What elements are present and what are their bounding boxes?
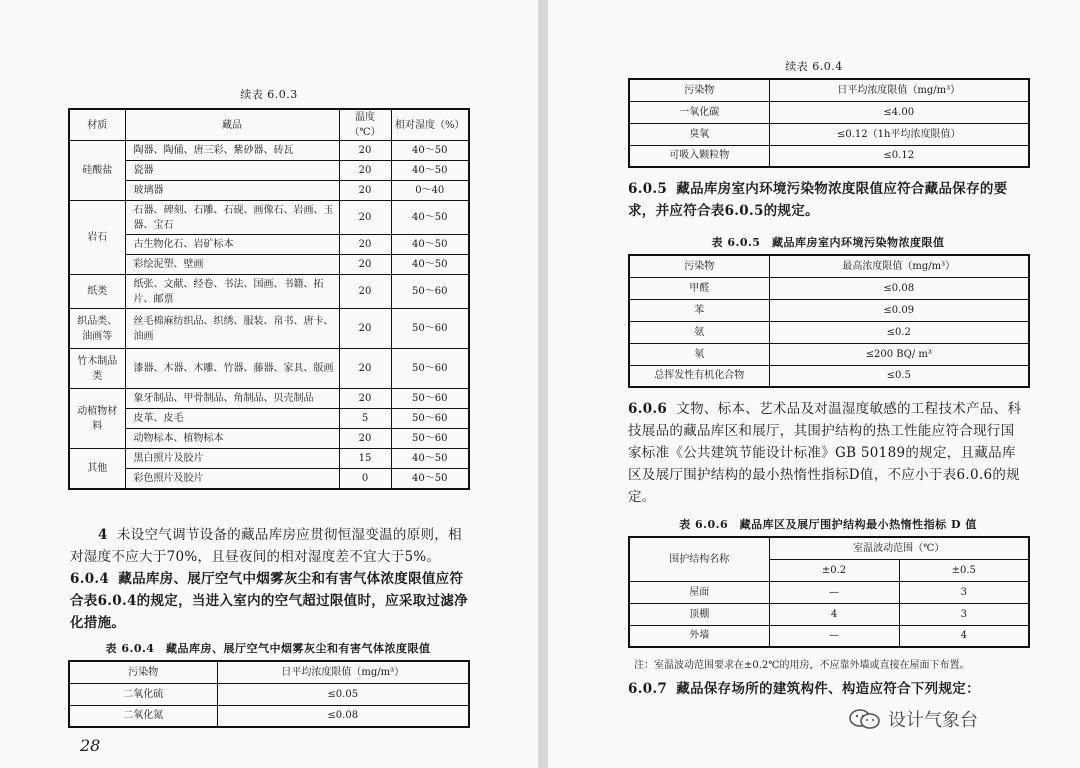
- table-row: [69, 161, 469, 181]
- value-cell: 4: [769, 603, 899, 625]
- temp-cell: 0: [339, 469, 391, 489]
- table-603: [68, 108, 470, 490]
- table-605: [628, 254, 1030, 388]
- material-cell: 纸类: [69, 275, 125, 309]
- table-row: [629, 321, 1029, 343]
- header-temp: 温度（℃）: [339, 109, 391, 141]
- structure-cell: 外墙: [629, 625, 769, 647]
- table-row: [69, 255, 469, 275]
- table-row: [69, 449, 469, 469]
- temp-cell: 20: [339, 389, 391, 409]
- material-cell: 动植物材料: [69, 389, 125, 449]
- pollutant-cell: 甲醛: [629, 277, 769, 299]
- rh-cell: 40～50: [391, 201, 469, 235]
- header-pollutant: 污染物: [629, 255, 769, 277]
- temp-cell: 20: [339, 429, 391, 449]
- item-cell: 纸张、文献、经卷、书法、国画、书籍、拓片、邮票: [125, 275, 339, 309]
- temp-cell: 20: [339, 349, 391, 389]
- header-item: 藏品: [125, 109, 339, 141]
- value-cell: —: [769, 581, 899, 603]
- material-cell: 岩石: [69, 201, 125, 275]
- table-606: [628, 536, 1030, 648]
- pollutant-cell: 氡: [629, 343, 769, 365]
- table-604-cont-header-row: [629, 79, 1029, 101]
- table-row: [69, 389, 469, 409]
- item-cell: 动物标本、植物标本: [125, 429, 339, 449]
- header-structure: 围护结构名称: [629, 537, 769, 581]
- header-max-limit: 最高浓度限值（mg/m³）: [769, 255, 1029, 277]
- value-cell: 3: [899, 603, 1029, 625]
- structure-cell: 屋面: [629, 581, 769, 603]
- temp-cell: 20: [339, 255, 391, 275]
- pollutant-cell: 二氧化氮: [69, 705, 217, 727]
- table-row: [69, 683, 469, 705]
- header-pm-0-2: ±0.2: [769, 559, 899, 581]
- table-row: [69, 429, 469, 449]
- material-cell: 织品类、油画等: [69, 309, 125, 349]
- limit-cell: ≤0.08: [217, 705, 469, 727]
- temp-cell: 5: [339, 409, 391, 429]
- header-rh: 相对湿度（%）: [391, 109, 469, 141]
- limit-cell: ≤0.2: [769, 321, 1029, 343]
- item-cell: 陶器、陶俑、唐三彩、紫砂器、砖瓦: [125, 141, 339, 161]
- temp-cell: 20: [339, 201, 391, 235]
- table-row: [69, 349, 469, 389]
- table-603-header-row: [69, 109, 469, 141]
- table-row: [69, 469, 469, 489]
- limit-cell: ≤0.05: [217, 683, 469, 705]
- table-row: [629, 581, 1029, 603]
- rh-cell: 50～60: [391, 409, 469, 429]
- caption-table-603: 续表 6.0.3: [240, 88, 298, 101]
- rh-cell: 40～50: [391, 469, 469, 489]
- header-limit: 日平均浓度限值（mg/m³）: [769, 79, 1029, 101]
- material-cell: 竹木制品类: [69, 349, 125, 389]
- item-cell: 玻璃器: [125, 181, 339, 201]
- header-pm-0-5: ±0.5: [899, 559, 1029, 581]
- table-row: [629, 123, 1029, 145]
- pollutant-cell: 总挥发性有机化合物: [629, 365, 769, 387]
- rh-cell: 50～60: [391, 309, 469, 349]
- caption-table-604-cont: 续表 6.0.4: [785, 60, 843, 73]
- table-row: [629, 343, 1029, 365]
- watermark-text: 设计气象台: [888, 710, 978, 731]
- item-cell: 黑白照片及胶片: [125, 449, 339, 469]
- temp-cell: 20: [339, 275, 391, 309]
- limit-cell: ≤0.08: [769, 277, 1029, 299]
- value-cell: 3: [899, 581, 1029, 603]
- temp-cell: 20: [339, 309, 391, 349]
- item-cell: 彩绘泥塑、壁画: [125, 255, 339, 275]
- table-row: [629, 277, 1029, 299]
- item-cell: 瓷器: [125, 161, 339, 181]
- pollutant-cell: 二氧化硫: [69, 683, 217, 705]
- item-4-number: 4: [98, 527, 108, 543]
- rh-cell: 50～60: [391, 389, 469, 409]
- header-limit: 日平均浓度限值（mg/m³）: [217, 661, 469, 683]
- table-row: [69, 409, 469, 429]
- table-row: [69, 235, 469, 255]
- material-cell: 其他: [69, 449, 125, 489]
- clause-606: [628, 398, 1028, 508]
- page-number: 28: [80, 736, 101, 755]
- rh-cell: 40～50: [391, 449, 469, 469]
- limit-cell: ≤4.00: [769, 101, 1029, 123]
- temp-cell: 20: [339, 161, 391, 181]
- table-row: [629, 603, 1029, 625]
- page-gutter: [538, 0, 548, 768]
- table-row: [69, 181, 469, 201]
- clause-604: [70, 568, 470, 634]
- table-604: [68, 660, 470, 728]
- caption-table-604: 表 6.0.4 藏品库房、展厅空气中烟雾灰尘和有害气体浓度限值: [105, 642, 431, 655]
- item-cell: 象牙制品、甲骨制品、角制品、贝壳制品: [125, 389, 339, 409]
- paragraph-item-4: [70, 524, 470, 568]
- right-page: [548, 0, 1080, 768]
- pollutant-cell: 一氧化碳: [629, 101, 769, 123]
- clause-606-number: 6.0.6: [628, 401, 668, 417]
- table-row: [69, 309, 469, 349]
- pollutant-cell: 氨: [629, 321, 769, 343]
- table-row: [629, 101, 1029, 123]
- value-cell: —: [769, 625, 899, 647]
- temp-cell: 20: [339, 235, 391, 255]
- limit-cell: ≤0.12（1h平均浓度限值）: [769, 123, 1029, 145]
- temp-cell: 20: [339, 141, 391, 161]
- table-605-header-row: [629, 255, 1029, 277]
- pollutant-cell: 臭氧: [629, 123, 769, 145]
- clause-604-text: 藏品库房、展厅空气中烟雾灰尘和有害气体浓度限值应符合表6.0.4的规定，当进入室内的空气超过限值时，应采取过滤净化措施。: [70, 571, 468, 631]
- watermark: [848, 706, 978, 732]
- clause-605: [628, 178, 1028, 222]
- clause-605-text: 藏品库房室内环境污染物浓度限值应符合藏品保存的要求，并应符合表6.0.5的规定。: [628, 181, 1008, 219]
- header-pollutant: 污染物: [69, 661, 217, 683]
- table-row: [69, 705, 469, 727]
- clause-606-text: 文物、标本、艺术品及对温湿度敏感的工程技术产品、科技展品的藏品库区和展厅，其围护结构的热工性能应符合现行国家标准《公共建筑节能设计标准》GB 50189的规定，且藏品库区及展厅围护结构的最小热惰性指标D值，不应小于表6.0.6的规定。: [628, 401, 1022, 505]
- clause-607-text: 藏品保存场所的建筑构件、构造应符合下列规定：: [676, 681, 980, 697]
- rh-cell: 50～60: [391, 275, 469, 309]
- table-606-header-row: [629, 537, 1029, 559]
- temp-cell: 15: [339, 449, 391, 469]
- rh-cell: 40～50: [391, 235, 469, 255]
- rh-cell: 40～50: [391, 161, 469, 181]
- table-604-header-row: [69, 661, 469, 683]
- item-cell: 古生物化石、岩矿标本: [125, 235, 339, 255]
- table-row: [629, 625, 1029, 647]
- clause-604-number: 6.0.4: [70, 571, 110, 587]
- clause-605-number: 6.0.5: [628, 181, 668, 197]
- table-row: [629, 299, 1029, 321]
- clause-607: [628, 678, 1028, 700]
- item-cell: 彩色照片及胶片: [125, 469, 339, 489]
- rh-cell: 50～60: [391, 429, 469, 449]
- table-row: [69, 141, 469, 161]
- limit-cell: ≤0.09: [769, 299, 1029, 321]
- caption-table-606: 表 6.0.6 藏品库区及展厅围护结构最小热惰性指标 D 值: [679, 518, 977, 531]
- item-cell: 漆器、木器、木雕、竹器、藤器、家具、版画: [125, 349, 339, 389]
- pollutant-cell: 苯: [629, 299, 769, 321]
- table-606-note: 注：室温波动范围要求在±0.2℃的用房，不应靠外墙或直接在屋面下布置。: [634, 660, 970, 671]
- rh-cell: 0～40: [391, 181, 469, 201]
- temp-cell: 20: [339, 181, 391, 201]
- rh-cell: 40～50: [391, 141, 469, 161]
- structure-cell: 顶棚: [629, 603, 769, 625]
- table-row: [629, 365, 1029, 387]
- table-603-body: [69, 109, 469, 489]
- rh-cell: 40～50: [391, 255, 469, 275]
- clause-607-number: 6.0.7: [628, 681, 668, 697]
- header-temp-range: 室温波动范围（℃）: [769, 537, 1029, 559]
- rh-cell: 50～60: [391, 349, 469, 389]
- limit-cell: ≤200 BQ/ m³: [769, 343, 1029, 365]
- caption-table-605: 表 6.0.5 藏品库房室内环境污染物浓度限值: [711, 236, 945, 249]
- limit-cell: ≤0.12: [769, 145, 1029, 167]
- item-cell: 皮革、皮毛: [125, 409, 339, 429]
- item-cell: 石器、碑刻、石雕、石砚、画像石、岩画、玉器、宝石: [125, 201, 339, 235]
- material-cell: 硅酸盐: [69, 141, 125, 201]
- pollutant-cell: 可吸入颗粒物: [629, 145, 769, 167]
- item-4-text: 未设空气调节设备的藏品库房应贯彻恒湿变温的原则，相对湿度不应大于70%，且昼夜间的相对湿度差不宜大于5%。: [70, 527, 462, 565]
- table-row: [69, 275, 469, 309]
- wechat-icon: [848, 708, 882, 730]
- item-cell: 丝毛棉麻纺织品、织绣、服装、帛书、唐卡、油画: [125, 309, 339, 349]
- table-604-cont: [628, 78, 1030, 168]
- header-pollutant: 污染物: [629, 79, 769, 101]
- table-row: [69, 201, 469, 235]
- value-cell: 4: [899, 625, 1029, 647]
- limit-cell: ≤0.5: [769, 365, 1029, 387]
- table-row: [629, 145, 1029, 167]
- left-page: [0, 0, 538, 768]
- header-material: 材质: [69, 109, 125, 141]
